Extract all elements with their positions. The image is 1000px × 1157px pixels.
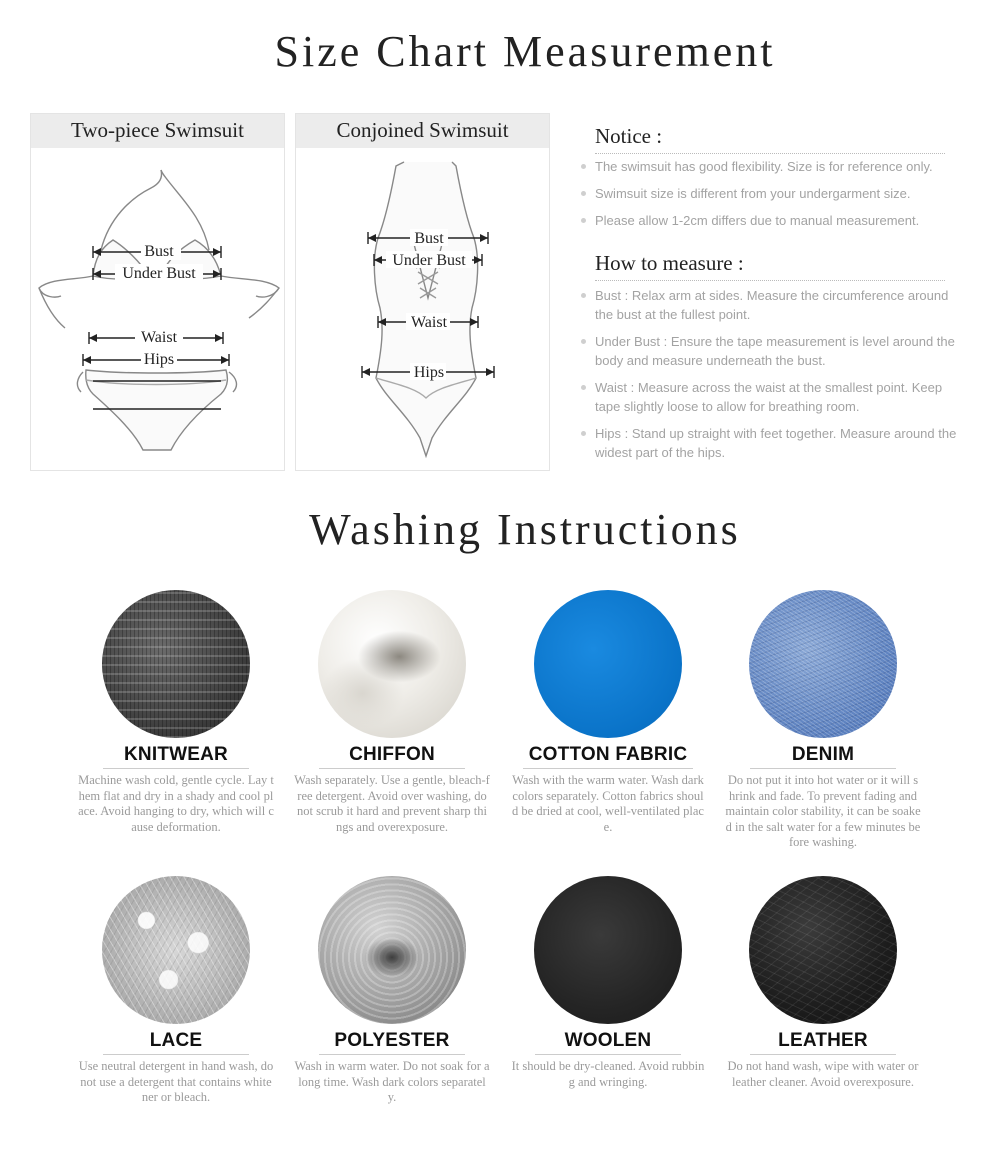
- knitwear-swatch-image: [102, 590, 250, 738]
- conjoined-swimsuit-title: Conjoined Swimsuit: [296, 114, 549, 148]
- two-piece-bust-label: Bust: [144, 243, 174, 260]
- fabric-chiffon: [292, 590, 492, 835]
- how-to-measure-list: [580, 286, 960, 470]
- notice-item: Please allow 1-2cm differs due to manual measurement.: [580, 211, 960, 230]
- fabric-denim: [723, 590, 923, 851]
- fabric-name: LEATHER: [750, 1030, 896, 1055]
- conjoined-under-bust-label: Under Bust: [392, 252, 466, 269]
- notice-item: Swimsuit size is different from your undergarment size.: [580, 184, 960, 203]
- size-chart-title: Size Chart Measurement: [274, 27, 776, 76]
- polyester-swatch-image: [318, 876, 466, 1024]
- fabric-name: WOOLEN: [535, 1030, 681, 1055]
- fabric-cotton: [508, 590, 708, 835]
- fabric-polyester: [292, 876, 492, 1106]
- notice-list: [580, 157, 960, 238]
- notice-heading: Notice :: [595, 124, 945, 154]
- fabric-description: It should be dry-cleaned. Avoid rubbing and wringing.: [511, 1059, 705, 1089]
- two-piece-under-bust-label: Under Bust: [122, 265, 196, 282]
- conjoined-swimsuit-panel: [295, 113, 550, 471]
- fabric-description: Wash separately. Use a gentle, bleach-free detergent. Avoid over washing, do not scrub it hard and prevent sharp things and overexposure.: [294, 773, 490, 834]
- lace-swatch-image: [102, 876, 250, 1024]
- measure-item-under-bust: Under Bust : Ensure the tape measurement is level around the body and measure underneath the bust.: [580, 332, 960, 370]
- two-piece-swimsuit-diagram: [31, 148, 286, 470]
- notice-item: The swimsuit has good flexibility. Size is for reference only.: [580, 157, 960, 176]
- two-piece-swimsuit-title: Two-piece Swimsuit: [31, 114, 284, 148]
- fabric-name: DENIM: [750, 744, 896, 769]
- washing-instructions-title: Washing Instructions: [309, 505, 741, 554]
- conjoined-bust-label: Bust: [414, 230, 444, 247]
- cotton-swatch-image: [534, 590, 682, 738]
- denim-swatch-image: [749, 590, 897, 738]
- fabric-description: Do not hand wash, wipe with water or leather cleaner. Avoid overexposure.: [727, 1059, 919, 1089]
- two-piece-swimsuit-panel: [30, 113, 285, 471]
- measure-item-waist: Waist : Measure across the waist at the smallest point. Keep tape slightly loose to allow for breathing room.: [580, 378, 960, 416]
- chiffon-swatch-image: [318, 590, 466, 738]
- fabric-knitwear: [76, 590, 276, 835]
- fabric-name: COTTON FABRIC: [523, 744, 693, 769]
- fabric-description: Wash in warm water. Do not soak for a long time. Wash dark colors separately.: [294, 1059, 490, 1104]
- fabric-name: LACE: [103, 1030, 249, 1055]
- conjoined-waist-label: Waist: [410, 314, 448, 331]
- two-piece-hips-label: Hips: [143, 351, 175, 368]
- fabric-name: CHIFFON: [319, 744, 465, 769]
- fabric-description: Do not put it into hot water or it will shrink and fade. To prevent fading and maintain color stability, it can be soaked in the salt water for a few minutes before washing.: [725, 773, 921, 849]
- fabric-woolen: [508, 876, 708, 1090]
- conjoined-swimsuit-diagram: [296, 148, 551, 470]
- fabric-leather: [723, 876, 923, 1090]
- fabric-description: Wash with the warm water. Wash dark colors separately. Cotton fabrics should be dried at cool, well-ventilated place.: [512, 773, 704, 834]
- leather-swatch-image: [749, 876, 897, 1024]
- how-to-measure-heading: How to measure :: [595, 251, 945, 281]
- woolen-swatch-image: [534, 876, 682, 1024]
- fabric-lace: [76, 876, 276, 1106]
- fabric-description: Use neutral detergent in hand wash, do not use a detergent that contains whitener or bleach.: [78, 1059, 274, 1104]
- fabric-name: POLYESTER: [319, 1030, 465, 1055]
- fabric-description: Machine wash cold, gentle cycle. Lay them flat and dry in a shady and cool place. Avoid hanging to dry, which will cause deformation.: [78, 773, 274, 834]
- conjoined-hips-label: Hips: [413, 364, 445, 381]
- measure-item-bust: Bust : Relax arm at sides. Measure the circumference around the bust at the fullest point.: [580, 286, 960, 324]
- fabric-name: KNITWEAR: [103, 744, 249, 769]
- two-piece-waist-label: Waist: [140, 329, 178, 346]
- measure-item-hips: Hips : Stand up straight with feet together. Measure around the widest part of the hips.: [580, 424, 960, 462]
